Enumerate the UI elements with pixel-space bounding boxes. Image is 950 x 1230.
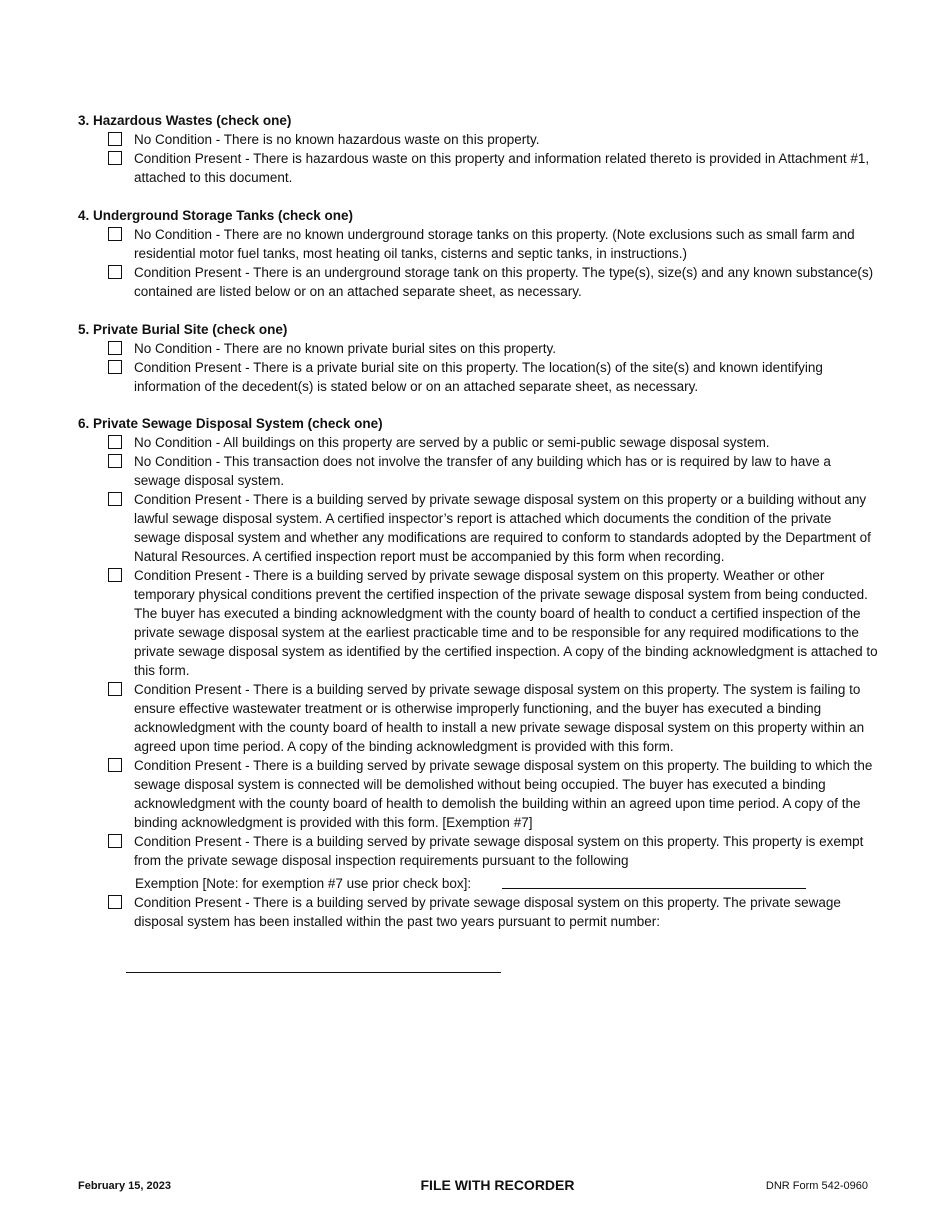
option-item[interactable] [78,149,878,187]
checkbox[interactable] [108,435,122,449]
checkbox[interactable] [108,758,122,772]
option-item[interactable] [78,433,878,452]
footer-date: February 15, 2023 [78,1180,171,1192]
exemption-label: Exemption [Note: for exemption #7 use prior check box]: [135,876,472,891]
option-text: Condition Present - There is a building served by private sewage disposal system on this property. This property is exempt from the private sewage disposal inspection requirements pursuant to the following [134,834,864,868]
option-item[interactable] [78,566,878,680]
section-heading: 5. Private Burial Site (check one) [78,322,288,337]
checkbox[interactable] [108,895,122,909]
checkbox[interactable] [108,568,122,582]
permit-number-input-line[interactable] [126,972,501,973]
option-text: Condition Present - There is a building served by private sewage disposal system on this property. The building to which the sewage disposal system is connected will be demolished without being occupied. The buyer has executed a binding acknowledgment with the county board of health to demolish the building within an agreed upon time period. A copy of the binding acknowledgment is provided with this form. [Exemption #7] [134,758,873,830]
checkbox[interactable] [108,492,122,506]
checkbox[interactable] [108,132,122,146]
option-text: Condition Present - There is hazardous waste on this property and information related thereto is provided in Attachment #1, attached to this document. [134,151,870,185]
section-heading: 6. Private Sewage Disposal System (check one) [78,416,383,431]
option-text: No Condition - All buildings on this property are served by a public or semi-public sewage disposal system. [134,435,770,450]
option-text: Condition Present - There is an underground storage tank on this property. The type(s), size(s) and any known substance(s) contained are listed below or on an attached separate sheet, as necessary. [134,265,874,299]
option-item[interactable] [78,452,878,490]
option-item[interactable] [78,263,878,301]
checkbox[interactable] [108,454,122,468]
exemption-input-line[interactable] [502,888,806,889]
option-text: Condition Present - There is a building served by private sewage disposal system on this property. The private sewage disposal system has been installed within the past two years pursuant to permit number: [134,895,841,929]
option-item[interactable] [78,832,878,870]
section-heading: 4. Underground Storage Tanks (check one) [78,208,354,223]
option-item[interactable] [78,893,878,931]
option-text: No Condition - This transaction does not involve the transfer of any building which has or is required by law to have a sewage disposal system. [134,454,831,488]
option-item[interactable] [78,358,878,396]
checkbox[interactable] [108,227,122,241]
footer-form-number: DNR Form 542-0960 [765,1180,868,1192]
option-item[interactable] [78,339,878,358]
option-text: No Condition - There are no known private burial sites on this property. [134,341,556,356]
checkbox[interactable] [108,341,122,355]
checkbox[interactable] [108,682,122,696]
option-text: No Condition - There are no known underground storage tanks on this property. (Note exclusions such as small farm and residential motor fuel tanks, most heating oil tanks, cisterns and septic tanks, in instructions.) [134,227,855,261]
option-text: No Condition - There is no known hazardous waste on this property. [134,132,540,147]
section-heading: 3. Hazardous Wastes (check one) [78,113,292,128]
option-item[interactable] [78,756,878,832]
exemption-row [78,874,878,893]
section-private-sewage-disposal [78,414,878,931]
section-underground-storage-tanks [78,206,878,301]
option-text: Condition Present - There is a building served by private sewage disposal system on this property. The system is failing to ensure effective wastewater treatment or is otherwise improperly functioning, and the buyer has executed a binding acknowledgment with the county board of health to install a new private sewage disposal system on this property within an agreed upon time period. A copy of the binding acknowledgment is provided with this form. [134,682,865,754]
checkbox[interactable] [108,834,122,848]
checkbox[interactable] [108,265,122,279]
option-text: Condition Present - There is a building served by private sewage disposal system on this property. Weather or other temporary physical conditions prevent the certified inspection of the private sewage disposal system from being conducted. The buyer has executed a binding acknowledgment with the county board of health to conduct a certified inspection of the private sewage disposal system at the earliest practicable time and to be responsible for any required modifications to the private sewage disposal system as identified by the certified inspection. A copy of the binding acknowledgment is attached to this form. [134,568,878,678]
option-item[interactable] [78,680,878,756]
checkbox[interactable] [108,360,122,374]
section-hazardous-wastes [78,111,878,187]
option-item[interactable] [78,225,878,263]
option-text: Condition Present - There is a building served by private sewage disposal system on this property or a building without any lawful sewage disposal system. A certified inspector’s report is attached which documents the condition of the private sewage disposal system and whether any modifications are required to conform to standards adopted by the Department of Natural Resources. A certified inspection report must be accompanied by this form when recording. [134,492,871,564]
option-item[interactable] [78,130,878,149]
option-text: Condition Present - There is a private burial site on this property. The location(s) of the site(s) and known identifying information of the decedent(s) is stated below or on an attached separate sheet, as necessary. [134,360,823,394]
footer-title: FILE WITH RECORDER [420,1177,575,1193]
option-item[interactable] [78,490,878,566]
section-private-burial-site [78,320,878,396]
checkbox[interactable] [108,151,122,165]
